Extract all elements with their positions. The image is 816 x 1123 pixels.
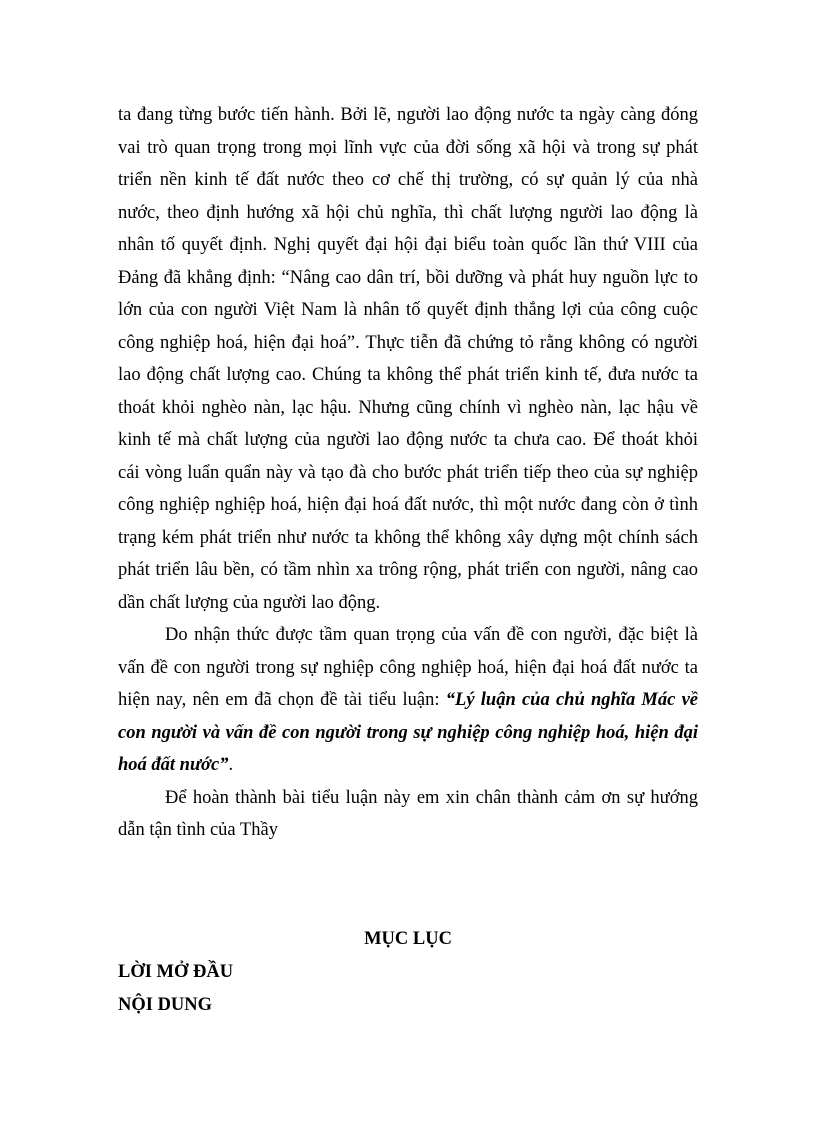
- text-line: kinh tế mà chất lượng của người lao động nước ta chưa cao. Để thoát khỏi: [118, 430, 698, 450]
- paragraph-human-resources: [118, 99, 698, 619]
- text-line: nhân tố quyết định. Nghị quyết đại hội đại biểu toàn quốc lần thứ VIII của: [118, 235, 698, 255]
- essay-title-part: “Lý luận của chủ nghĩa Mác về: [445, 690, 698, 710]
- text-run: hiện nay, nên em đã chọn đề tài tiểu luận:: [118, 690, 446, 710]
- text-line: vấn đề con người trong sự nghiệp công nghiệp hoá, hiện đại hoá đất nước ta: [118, 657, 698, 678]
- text-line: cái vòng luẩn quẩn này và tạo đà cho bước phát triển tiếp theo của sự nghiệp: [118, 462, 698, 483]
- text-line: [118, 684, 698, 717]
- text-line: Đảng đã khẳng định: “Nâng cao dân trí, bồi dưỡng và phát huy nguồn lực to: [118, 267, 698, 288]
- text-line: ta đang từng bước tiến hành. Bởi lẽ, người lao động nước ta ngày càng đóng: [118, 105, 698, 125]
- text-line: công nghiệp hoá, hiện đại hoá”. Thực tiễn đã chứng tỏ rằng không có người: [118, 332, 698, 353]
- text-line: [118, 749, 698, 782]
- paragraph-topic-choice: [118, 619, 698, 782]
- text-line: thoát khỏi nghèo nàn, lạc hậu. Nhưng cũng chính vì nghèo nàn, lạc hậu về: [118, 397, 698, 418]
- text-line: Để hoàn thành bài tiểu luận này em xin chân thành cảm ơn sự hướng: [165, 787, 698, 808]
- toc-item-content[interactable]: NỘI DUNG: [118, 995, 213, 1015]
- text-line: trạng kém phát triển như nước ta không thể không xây dựng một chính sách: [118, 527, 698, 548]
- paragraph-acknowledgement: [118, 782, 698, 847]
- text-line: dẫn tận tình của Thầy: [118, 820, 278, 840]
- text-line: phát triển lâu bền, có tầm nhìn xa trông rộng, phát triển con người, nâng cao: [118, 560, 698, 580]
- text-line: lớn của con người Việt Nam là nhân tố quyết định thắng lợi của công cuộc: [118, 300, 698, 320]
- text-line: triển nền kinh tế đất nước theo cơ chế thị trường, có sự quản lý của nhà: [118, 170, 698, 190]
- text-line: Do nhận thức được tầm quan trọng của vấn đề con người, đặc biệt là: [165, 625, 698, 645]
- text-line: nước, theo định hướng xã hội chủ nghĩa, thì chất lượng người lao động là: [118, 202, 698, 223]
- text-line: lao động chất lượng cao. Chúng ta không thể phát triển kinh tế, đưa nước ta: [118, 365, 698, 385]
- text-line: dần chất lượng của người lao động.: [118, 592, 381, 613]
- body-text: [118, 99, 698, 847]
- text-line: vai trò quan trọng trong mọi lĩnh vực của đời sống xã hội và trong sự phát: [118, 137, 698, 158]
- text-run: .: [228, 755, 234, 775]
- essay-title-part: con người và vấn đề con người trong sự nghiệp công nghiệp hoá, hiện đại: [118, 722, 698, 743]
- text-line: công nghiệp nghiệp hoá, hiện đại hoá đất nước, thì một nước đang còn ở tình: [118, 495, 698, 515]
- table-of-contents-title: MỤC LỤC: [364, 929, 452, 949]
- essay-title-part: hoá đất nước”: [118, 755, 229, 775]
- toc-item-introduction[interactable]: LỜI MỞ ĐẦU: [118, 962, 234, 982]
